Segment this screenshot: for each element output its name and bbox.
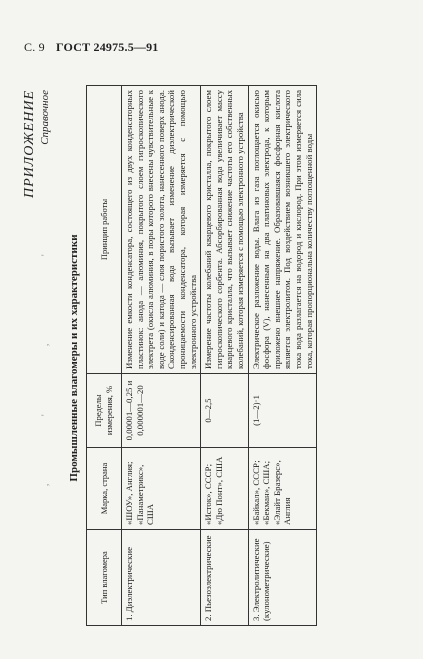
appendix-block <box>22 90 51 198</box>
table-row <box>122 86 201 626</box>
scan-mark: ' <box>40 414 50 416</box>
column-header-range: Пределы измерения, % <box>87 374 122 448</box>
rotated-sheet <box>16 76 423 636</box>
hygrometer-table <box>86 85 317 626</box>
cell-brand: «ШОУ», Англия; «Панаметрикс», США <box>122 448 201 530</box>
cell-range: 0—2,5 <box>201 374 248 448</box>
principle-text: Электрическое разложение воды. Влага из газа поглощается окисью фосфора (V), нанесенным на два платиновых электрода, к которым приложено внешнее напряжение. Образовавшаяся фосфорная кислота является электролитом. Под воздействием возникшего электрического тока вода разлагается на водород и кислород. При этом измеряется сила тока, которая пропорциональна количеству поглощенной воды <box>250 90 314 369</box>
scan-marks <box>40 186 52 486</box>
cell-principle <box>201 86 248 374</box>
table-row <box>201 86 248 626</box>
column-header-brand: Марка, страна <box>87 448 122 530</box>
cell-principle <box>122 86 201 374</box>
principle-text: Изменение емкости конденсатора, состоящего из двух конденсаторных пластинок: анода — алюминия, покрытого слоем гигроскопического электрета (окисла алюминия, в поры которого внесены чувствительные к воде соли) и катода — слоя пористого золота, нанесенного поверх анода. Сконденсированная вода вызывает изменение диэлектрической проницаемости конденсатора, которая измеряется с помощью электронного устройства <box>124 90 198 369</box>
table-title: Промышленные влагомеры и их характеристики <box>68 234 80 482</box>
cell-type: 3. Электролитические (кулонометрические) <box>248 530 317 626</box>
scan-mark: ' <box>40 254 50 256</box>
table-header-row <box>87 86 122 626</box>
column-header-principle: Принцип работы <box>87 86 122 374</box>
appendix-subtitle: Справочное <box>39 90 51 145</box>
table-row <box>248 86 317 626</box>
scan-mark: , <box>40 343 50 346</box>
cell-brand: «Байкал», СССР; «Бекман», США; «Элайт Бразерс», Англия <box>248 448 317 530</box>
cell-range: 0,00001—0,25 и 0,000001—20 <box>122 374 201 448</box>
page-header <box>24 40 159 55</box>
cell-type: 1. Диэлектрические <box>122 530 201 626</box>
standard-number: ГОСТ 24975.5—91 <box>56 40 159 54</box>
cell-principle <box>248 86 317 374</box>
principle-text: Измерение частоты колебаний кварцевого кристалла, покрытого слоем гигроскопического сорбента. Абсорбированная вода увеличивает массу кварцевого кристалла, что вызывает снижение частоты его собственных колебаний, которая измеряется с помощью электронного устройства <box>203 90 245 369</box>
scan-mark: , <box>40 483 50 486</box>
cell-brand: «Исток», СССР; «Дю Понт», США <box>201 448 248 530</box>
column-header-type: Тип влагомера <box>87 530 122 626</box>
cell-range: (1—2)·1 <box>248 374 317 448</box>
page-number: С. 9 <box>24 40 45 54</box>
appendix-title: ПРИЛОЖЕНИЕ <box>22 90 37 198</box>
cell-type: 2. Пьезоэлектрические <box>201 530 248 626</box>
